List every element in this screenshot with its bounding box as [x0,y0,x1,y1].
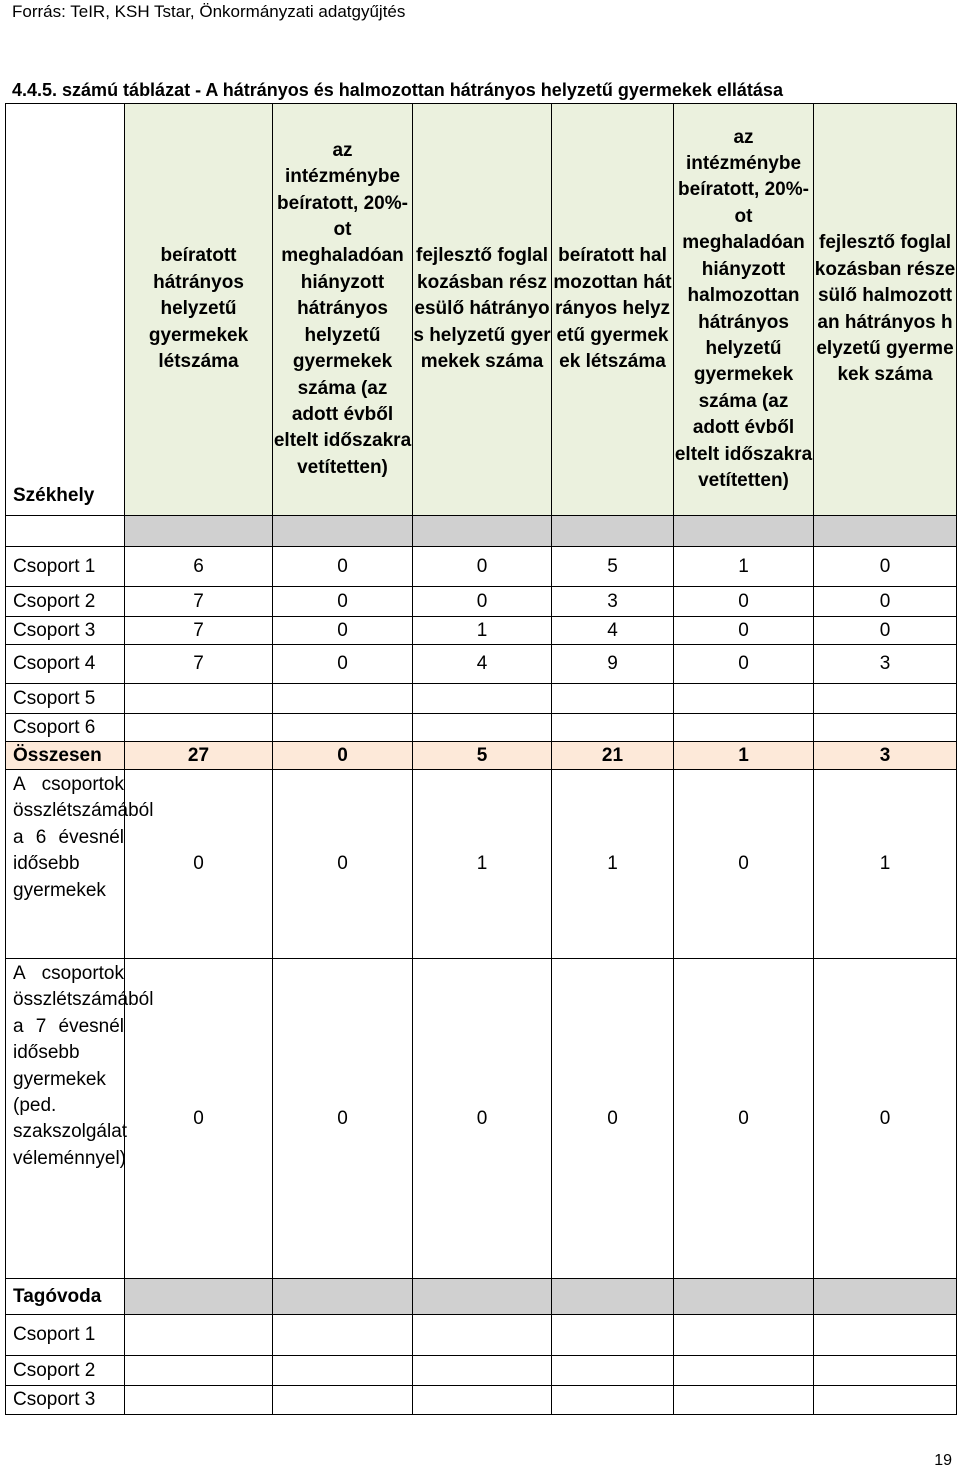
row-label: Tagóvoda [6,1279,125,1315]
table-row [6,770,957,959]
cell [273,714,413,742]
cell [125,1386,273,1415]
cell: 0 [413,587,552,617]
cell [552,1356,674,1386]
cell [125,684,273,714]
table-row [6,1356,957,1386]
header-row [6,104,957,516]
cell: 4 [413,645,552,684]
cell: 3 [814,742,957,770]
cell: 0 [273,547,413,587]
cell: 0 [125,770,273,959]
header-hh-letszam: beíratott hátrányos helyzetű gyermekek létszáma [125,104,273,516]
cell [814,1315,957,1356]
cell: 0 [814,617,957,645]
cell [674,1315,814,1356]
cell [273,1386,413,1415]
table-caption: 4.4.5. számú táblázat - A hátrányos és halmozottan hátrányos helyzetű gyermekek ellátása [12,80,783,100]
cell: 5 [413,742,552,770]
cell [125,714,273,742]
row-label: Csoport 3 [6,617,125,645]
cell: 7 [125,645,273,684]
cell: 0 [552,959,674,1279]
row-label: A csoportok összlétszámából a 6 évesnél idősebb gyermekek [6,770,125,959]
header-szekhely: Székhely [6,104,125,516]
cell: 27 [125,742,273,770]
table-row [6,684,957,714]
header-hh-fejleszto: fejlesztő foglalkozásban részesülő hátrányos helyzetű gyermekek száma [413,104,552,516]
cell [814,1386,957,1415]
table-row [6,645,957,684]
page-number: 19 [934,1452,952,1469]
cell: 1 [413,617,552,645]
cell [674,1386,814,1415]
cell: 0 [413,547,552,587]
cell: 0 [674,617,814,645]
cell [413,684,552,714]
header-hhh-fejleszto: fejlesztő foglalkozásban részesülő halmozottan hátrányos helyzetű gyermekek száma [814,104,957,516]
cell: 5 [552,547,674,587]
table-row [6,547,957,587]
cell: 0 [273,770,413,959]
row-label: Csoport 1 [6,1315,125,1356]
cell [125,1356,273,1386]
cell: 1 [814,770,957,959]
cell: 0 [674,645,814,684]
cell: 1 [552,770,674,959]
cell: 0 [674,959,814,1279]
cell: 0 [273,645,413,684]
cell: 1 [413,770,552,959]
cell [674,714,814,742]
row-label: Csoport 2 [6,587,125,617]
cell: 3 [814,645,957,684]
cell: 1 [674,742,814,770]
data-table [5,103,957,1415]
row-label: Csoport 2 [6,1356,125,1386]
cell: 0 [273,587,413,617]
cell [552,684,674,714]
row-label: Csoport 6 [6,714,125,742]
section-row [6,1279,957,1315]
cell [814,714,957,742]
cell [413,1386,552,1415]
cell [674,684,814,714]
cell: 4 [552,617,674,645]
cell: 6 [125,547,273,587]
cell: 0 [674,770,814,959]
table-row [6,1315,957,1356]
cell: 0 [273,617,413,645]
cell: 1 [674,547,814,587]
cell: 0 [125,959,273,1279]
row-label: A csoportok összlétszámából a 7 évesnél idősebb gyermekek (ped. szakszolgálat véleménnyel) [6,959,125,1279]
cell [814,1356,957,1386]
cell: 7 [125,617,273,645]
shaded-row [6,516,957,547]
cell: 3 [552,587,674,617]
cell: 0 [674,587,814,617]
cell [674,1356,814,1386]
header-hhh-letszam: beíratott halmozottan hátrányos helyzetű gyermekek létszáma [552,104,674,516]
cell: 0 [273,742,413,770]
source-line: Forrás: TeIR, KSH Tstar, Önkormányzati adatgyűjtés [12,2,406,21]
table-row [6,714,957,742]
cell: 21 [552,742,674,770]
table-row [6,1386,957,1415]
row-label: Csoport 5 [6,684,125,714]
cell: 0 [814,587,957,617]
cell [552,1315,674,1356]
cell [273,684,413,714]
cell: 0 [814,547,957,587]
cell: 0 [814,959,957,1279]
cell: 9 [552,645,674,684]
cell [552,714,674,742]
row-label: Csoport 4 [6,645,125,684]
cell [814,684,957,714]
cell: 7 [125,587,273,617]
cell: 0 [413,959,552,1279]
cell [273,1356,413,1386]
cell [552,1386,674,1415]
cell [273,1315,413,1356]
cell [413,1315,552,1356]
header-hh-hianyzott: az intézménybe beíratott, 20%-ot meghaladóan hiányzott hátrányos helyzetű gyermekek száma (az adott évből eltelt időszakra vetítetten) [273,104,413,516]
row-label: Csoport 1 [6,547,125,587]
cell [125,1315,273,1356]
table-row [6,959,957,1279]
cell: 0 [273,959,413,1279]
row-label: Összesen [6,742,125,770]
row-label: Csoport 3 [6,1386,125,1415]
header-hhh-hianyzott: az intézménybe beíratott, 20%-ot meghaladóan hiányzott halmozottan hátrányos helyzetű gyermekek száma (az adott évből eltelt időszakra vetítetten) [674,104,814,516]
table-row [6,617,957,645]
cell [413,1356,552,1386]
cell [413,714,552,742]
table-row [6,587,957,617]
total-row [6,742,957,770]
